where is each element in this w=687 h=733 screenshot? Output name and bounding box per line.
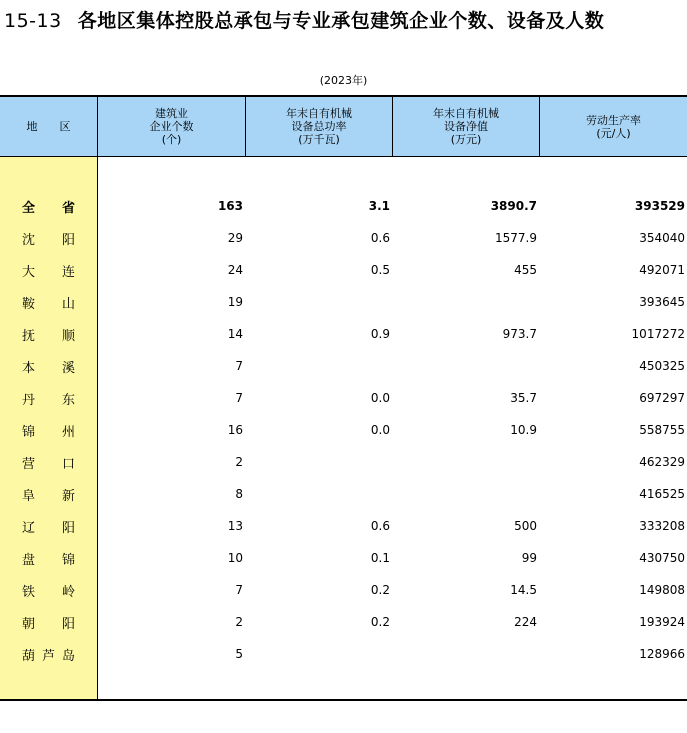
cell-companies: 163: [217, 199, 243, 213]
region-char: 芦: [41, 648, 55, 664]
region-char: 省: [61, 200, 75, 216]
cell-companies: 5: [235, 647, 243, 661]
cell-net-value: 10.9: [510, 423, 537, 437]
cell-productivity: 128966: [639, 647, 685, 661]
region-char: 锦: [22, 424, 36, 440]
header-companies: 建筑业 企业个数 (个): [149, 107, 194, 146]
region-char: 本: [22, 360, 36, 376]
header-region: 地 区: [26, 120, 71, 133]
table-header-row: [0, 97, 687, 157]
region-char: 阳: [61, 616, 75, 632]
cell-net-value: 99: [521, 551, 537, 565]
cell-companies: 24: [227, 263, 243, 277]
cell-power: 0.6: [370, 519, 390, 533]
table-number: 15-13: [4, 10, 62, 32]
cell-net-value: 1577.9: [495, 231, 537, 245]
cell-companies: 13: [227, 519, 243, 533]
cell-productivity: 193924: [639, 615, 685, 629]
region-char: 抚: [22, 328, 36, 344]
cell-companies: 14: [227, 327, 243, 341]
region-char: 岛: [61, 648, 75, 664]
cell-companies: 2: [235, 455, 243, 469]
cell-productivity: 558755: [639, 423, 685, 437]
cell-power: 0.5: [370, 263, 390, 277]
cell-productivity: 333208: [639, 519, 685, 533]
cell-power: 0.6: [370, 231, 390, 245]
cell-productivity: 462329: [639, 455, 685, 469]
cell-companies: 7: [235, 583, 243, 597]
cell-productivity: 697297: [639, 391, 685, 405]
region-char: 朝: [22, 616, 36, 632]
cell-productivity: 492071: [639, 263, 685, 277]
cell-productivity: 149808: [639, 583, 685, 597]
region-char: 岭: [61, 584, 75, 600]
cell-companies: 16: [227, 423, 243, 437]
region-char: 葫: [22, 648, 36, 664]
region-char: 辽: [22, 520, 36, 536]
region-char: 沈: [22, 232, 36, 248]
cell-productivity: 1017272: [631, 327, 685, 341]
table-bottom-rule: [0, 699, 687, 701]
region-char: 山: [61, 296, 75, 312]
region-char: 阳: [61, 520, 75, 536]
region-char: 阜: [22, 488, 36, 504]
cell-net-value: 973.7: [502, 327, 537, 341]
region-char: 连: [61, 264, 75, 280]
region-char: 营: [22, 456, 36, 472]
cell-power: 3.1: [368, 199, 390, 213]
cell-companies: 29: [227, 231, 243, 245]
cell-companies: 8: [235, 487, 243, 501]
cell-net-value: 35.7: [510, 391, 537, 405]
cell-power: 0.1: [370, 551, 390, 565]
cell-companies: 7: [235, 359, 243, 373]
cell-productivity: 354040: [639, 231, 685, 245]
cell-net-value: 224: [514, 615, 537, 629]
region-char: 鞍: [22, 296, 36, 312]
region-char: 大: [22, 264, 36, 280]
table-title: 各地区集体控股总承包与专业承包建筑企业个数、设备及人数: [77, 10, 605, 32]
cell-productivity: 393645: [639, 295, 685, 309]
cell-companies: 2: [235, 615, 243, 629]
header-net-value: 年末自有机械 设备净值 (万元): [433, 107, 499, 146]
region-char: 溪: [61, 360, 75, 376]
page-title: [4, 6, 604, 33]
header-productivity: 劳动生产率 (元/人): [586, 113, 641, 140]
cell-companies: 19: [227, 295, 243, 309]
header-power: 年末自有机械 设备总功率 (万千瓦): [286, 107, 352, 146]
cell-power: 0.2: [370, 615, 390, 629]
cell-productivity: 430750: [639, 551, 685, 565]
region-char: 阳: [61, 232, 75, 248]
region-char: 盘: [22, 552, 36, 568]
cell-companies: 10: [227, 551, 243, 565]
region-char: 丹: [22, 392, 36, 408]
cell-power: 0.0: [370, 423, 390, 437]
cell-productivity: 393529: [634, 199, 685, 213]
region-char: 新: [61, 488, 75, 504]
cell-power: 0.2: [370, 583, 390, 597]
cell-companies: 7: [235, 391, 243, 405]
cell-net-value: 3890.7: [490, 199, 537, 213]
cell-net-value: 455: [514, 263, 537, 277]
cell-net-value: 500: [514, 519, 537, 533]
region-char: 州: [61, 424, 75, 440]
region-char: 东: [61, 392, 75, 408]
cell-power: 0.9: [370, 327, 390, 341]
region-char: 全: [22, 200, 36, 216]
cell-productivity: 416525: [639, 487, 685, 501]
region-char: 铁: [22, 584, 36, 600]
cell-net-value: 14.5: [510, 583, 537, 597]
region-char: 锦: [61, 552, 75, 568]
region-char: 口: [61, 456, 75, 472]
cell-power: 0.0: [370, 391, 390, 405]
statistics-table: [0, 95, 687, 701]
year-note: (2023年): [319, 74, 368, 87]
region-char: 顺: [61, 328, 75, 344]
cell-productivity: 450325: [639, 359, 685, 373]
